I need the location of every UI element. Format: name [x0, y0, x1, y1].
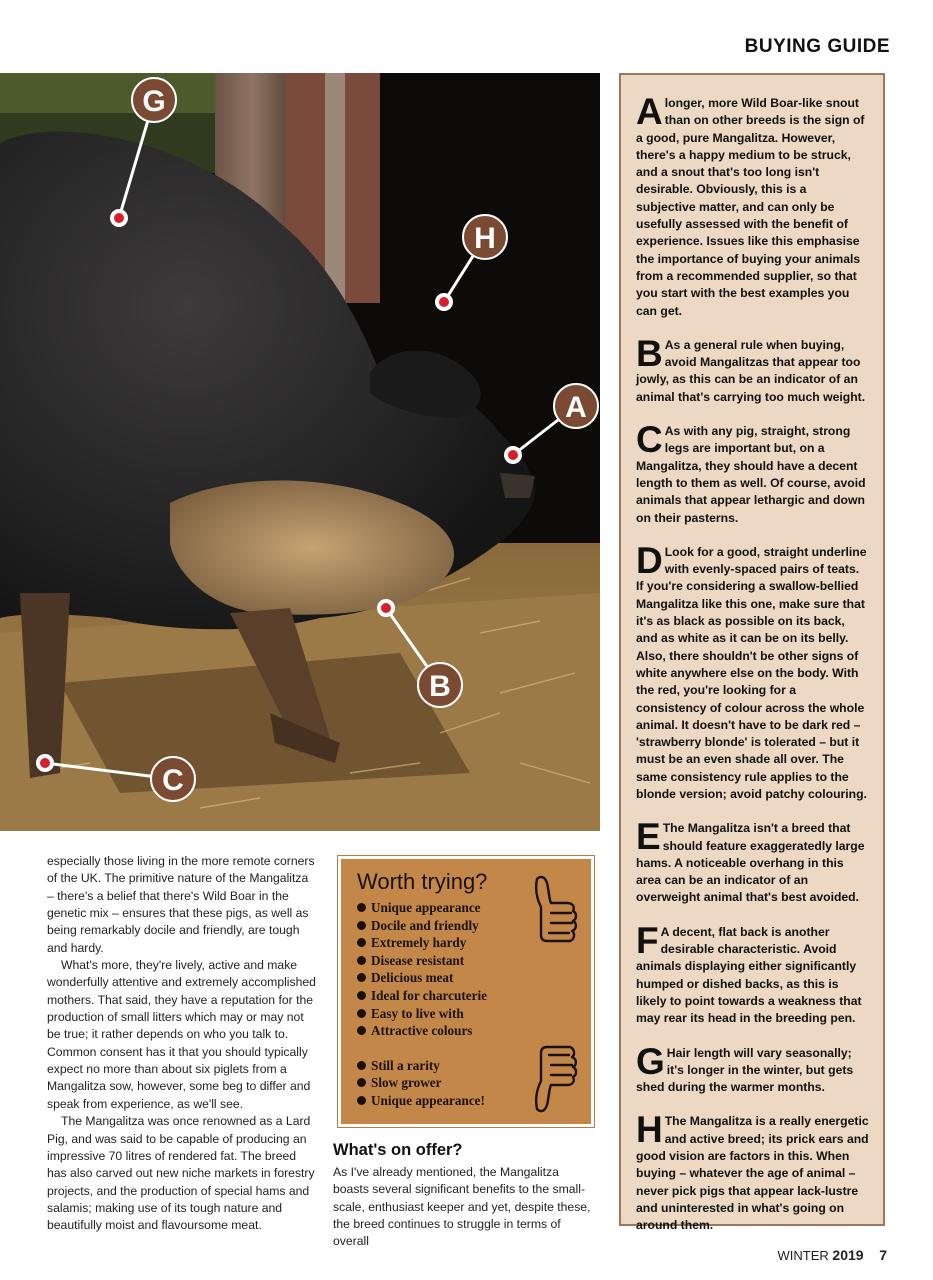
drop-cap: H — [636, 1109, 663, 1151]
guide-item-c — [636, 419, 869, 527]
drop-cap: E — [636, 816, 661, 858]
marker-c-label: C — [162, 764, 184, 797]
marker-h-label: H — [474, 222, 496, 255]
bullet-icon — [357, 956, 366, 965]
drop-cap: A — [636, 91, 663, 132]
bullet-icon — [357, 903, 366, 912]
marker-a-label: A — [565, 391, 587, 424]
bullet-icon — [357, 1078, 366, 1087]
pro-item: Ideal for charcuterie — [357, 987, 591, 1005]
guide-item-e — [636, 816, 869, 906]
marker-g-label: G — [142, 85, 166, 118]
guide-item-f — [636, 919, 869, 1028]
pro-item: Docile and friendly — [357, 917, 591, 935]
bullet-icon — [357, 1009, 366, 1018]
drop-cap: F — [636, 919, 659, 961]
con-item: Still a rarity — [357, 1057, 591, 1075]
guide-item-b — [636, 332, 869, 406]
body-column-left — [47, 853, 317, 1235]
bullet-icon — [357, 1061, 366, 1070]
thumbs-down-icon — [527, 1037, 581, 1115]
marker-h — [463, 215, 507, 259]
drop-cap: B — [636, 332, 663, 374]
box-title: Worth trying? — [357, 869, 488, 894]
pro-item: Unique appearance — [357, 899, 591, 917]
pro-item: Disease resistant — [357, 952, 591, 970]
paragraph: As I've already mentioned, the Mangalitza boasts several significant benefits to the small-scale, enthusiast keeper and yet, despite these, the breed continues to struggle in terms of overall — [333, 1165, 591, 1249]
bullet-icon — [357, 973, 366, 982]
bullet-icon — [357, 921, 366, 930]
con-item: Slow grower — [357, 1074, 591, 1092]
body-column-middle — [333, 1164, 598, 1251]
paragraph: The Mangalitza was once renowned as a Lard Pig, and was said to be capable of producing an impressive 70 litres of rendered fat. The breed has also carved out new niche markets in forestry projects, and the production of special hams and salamis; making use of its tough nature and beautifully moist and flavoursome meat. — [47, 1114, 315, 1233]
buying-guide-sidebar — [619, 73, 885, 1233]
guide-item-g — [636, 1040, 869, 1097]
paragraph: What's more, they're lively, active and make wonderfully attentive and extremely accomplished mothers. That said, they have a reputation for the production of small litters which may or may not be true; it rather depends on who you talk to. Common consent has it that you should typically expect no more than about six piglets from a Mangalitza sow, however, some beg to differ and speak from experience, as we'll see. — [47, 958, 316, 1111]
pro-item: Delicious meat — [357, 969, 591, 987]
drop-cap: D — [636, 539, 663, 581]
guide-item-text: Look for a good, straight underline with evenly-spaced pairs of teats. If you're considering a swallow-bellied Mangalitza like this one, make sure that it's as black as possible on its back, and as white as it can be on its belly. Also, there shouldn't be other signs of white anywhere else on the body. With the red, you're looking for a consistency of colour across the whole animal. It doesn't have to be dark red – 'strawberry blonde' is tolerated – but it must be an even shade all over. The same consistency rule applies to the blonde version; avoid patchy colouring. — [636, 544, 867, 801]
pro-item: Extremely hardy — [357, 934, 591, 952]
guide-item-h — [636, 1109, 869, 1234]
pro-item: Attractive colours — [357, 1022, 591, 1040]
guide-item-text: A decent, flat back is another desirable characteristic. Avoid animals displaying either significantly humped or dished backs, as this is likely to point towards a weakness that may rear its head in the breeding pen. — [636, 924, 862, 1026]
marker-a — [554, 384, 598, 428]
footer-year: 2019 — [832, 1247, 864, 1263]
pig-photo — [0, 73, 600, 831]
bullet-icon — [357, 991, 366, 1000]
worth-trying-box — [338, 856, 594, 1127]
paragraph: especially those living in the more remote corners of the UK. The primitive nature of the Mangalitza – there's a belief that there's Wild Boar in the genetic mix – ensures that these pigs, as well as being remarkably docile and friendly, are tough and hardy. — [47, 854, 315, 955]
guide-item-text: The Mangalitza isn't a breed that should feature exaggeratedly large hams. A noticeable overhang in this area can be an indicator of an overweight animal that's best avoided. — [636, 821, 865, 905]
bullet-icon — [357, 1026, 366, 1035]
con-item: Unique appearance! — [357, 1092, 591, 1110]
offer-heading: What's on offer? — [333, 1141, 463, 1159]
guide-item-text: longer, more Wild Boar-like snout than on other breeds is the sign of a good, pure Mangalitza. However, there's a happy medium to be struck, and a snout that's too long isn't desirable. Obviously, this is a subjective matter, and can only be usefully assessed with the benefit of experience. Issues like this emphasise the importance of buying your animals from a recommended supplier, so that you start with the best examples you can get. — [636, 96, 865, 318]
guide-item-a — [636, 91, 869, 320]
pro-item: Easy to live with — [357, 1005, 591, 1023]
section-header: BUYING GUIDE — [744, 36, 890, 57]
page-number: 7 — [879, 1247, 887, 1263]
guide-item-text: The Mangalitza is a really energetic and active breed; its prick ears and good vision are factors in this. When buying – whatever the age of animal – never pick pigs that appear lack-lustre and uninterested in what's going on around them. — [636, 1114, 869, 1233]
marker-b — [418, 663, 462, 707]
footer-season: WINTER — [777, 1248, 829, 1263]
drop-cap: G — [636, 1040, 665, 1082]
guide-item-text: As a general rule when buying, avoid Mangalitzas that appear too jowly, as this can be an indicator of an animal that's carrying too much weight. — [636, 337, 866, 404]
guide-item-d — [636, 539, 869, 803]
bullet-icon — [357, 938, 366, 947]
thumbs-up-icon — [527, 873, 581, 951]
marker-b-label: B — [429, 670, 451, 703]
guide-item-text: As with any pig, straight, strong legs are important but, on a Mangalitza, they should have a decent length to them as well. Of course, avoid animals that appear lethargic and down on their pasterns. — [636, 424, 866, 525]
marker-c — [151, 757, 195, 801]
drop-cap: C — [636, 419, 663, 461]
page-footer — [778, 1247, 887, 1263]
marker-g — [132, 78, 176, 122]
guide-item-text: Hair length will vary seasonally; it's longer in the winter, but gets shed during the warmer months. — [636, 1045, 854, 1095]
bullet-icon — [357, 1096, 366, 1105]
